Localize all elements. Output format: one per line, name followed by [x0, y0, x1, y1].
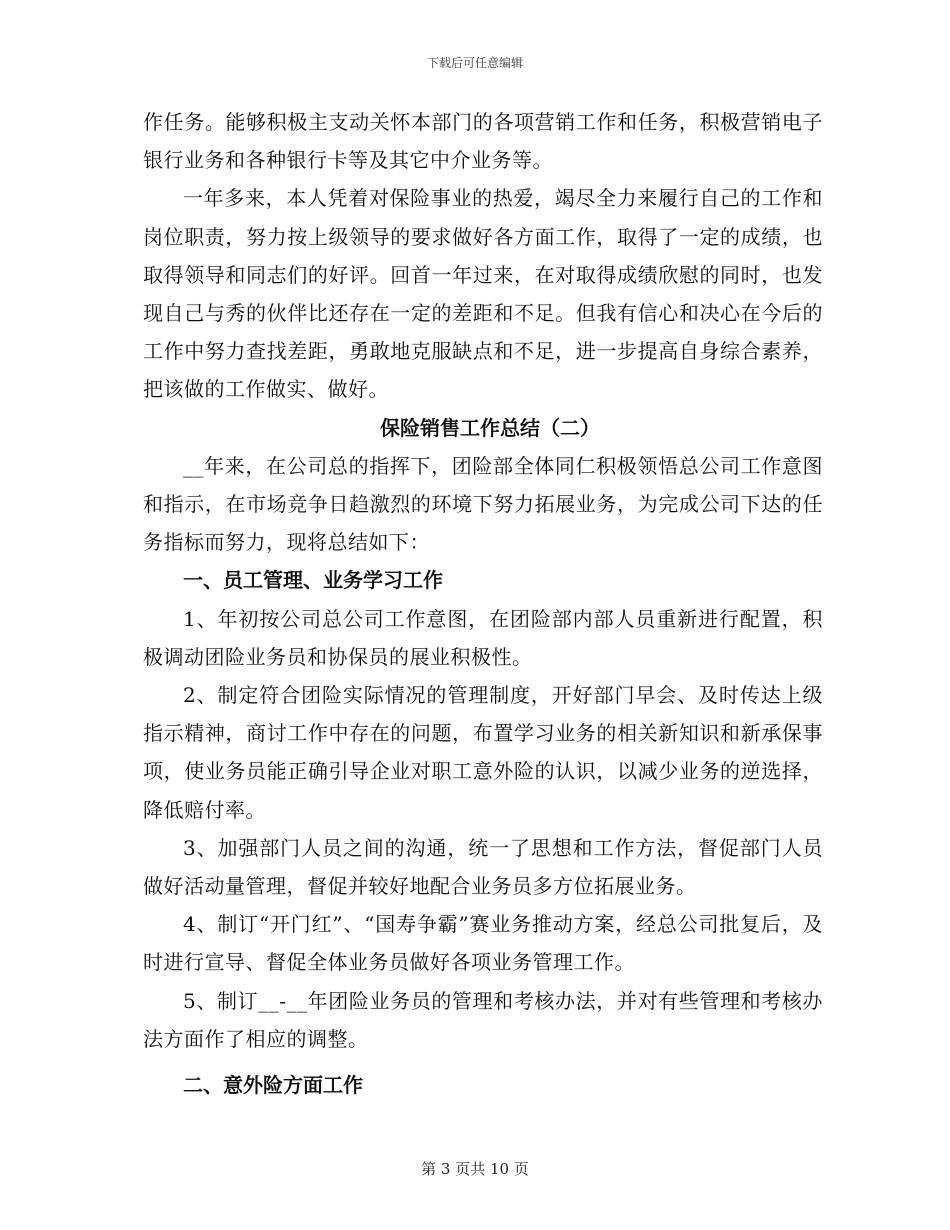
document-body: [143, 103, 823, 1104]
list-item-4: 4、制订“开门红”、“国寿争霸”赛业务推动方案，经总公司批复后，及时进行宣导、督促全体业务员做好各项业务管理工作。: [143, 912, 823, 975]
paragraph-intro: __年来，在公司总的指挥下，团险部全体同仁积极领悟总公司工作意图和指示，在市场竞争日趋激烈的环境下努力拓展业务，为完成公司下达的任务指标而努力，现将总结如下：: [143, 453, 823, 555]
paragraph-summary: 一年多来，本人凭着对保险事业的热爱，竭尽全力来履行自己的工作和岗位职责，努力按上级领导的要求做好各方面工作，取得了一定的成绩，也取得领导和同志们的好评。回首一年过来，在对取得成绩欣慰的同时，也发现自己与秀的伙伴比还存在一定的差距和不足。但我有信心和决心在今后的工作中努力查找差距，勇敢地克服缺点和不足，进一步提高自身综合素养，把该做的工作做实、做好。: [143, 186, 823, 402]
list-item-3: 3、加强部门人员之间的沟通，统一了思想和工作方法，督促部门人员做好活动量管理，督促并较好地配合业务员多方位拓展业务。: [143, 835, 823, 899]
page-number: 第 3 页共 10 页: [421, 1160, 529, 1178]
list-item-1: 1、年初按公司总公司工作意图，在团险部内部人员重新进行配置，积极调动团险业务员和协保员的展业积极性。: [143, 606, 823, 669]
heading-accident-insurance: 二、意外险方面工作: [183, 1073, 363, 1098]
page-header: 下载后可任意编辑: [426, 56, 523, 70]
heading-staff-management: 一、员工管理、业务学习工作: [183, 568, 443, 593]
section-title: 保险销售工作总结（二）: [380, 415, 600, 440]
list-item-5: 5、制订__-__年团险业务员的管理和考核办法，并对有些管理和考核办法方面作了相应的调整。: [143, 988, 823, 1051]
list-item-2: 2、制定符合团险实际情况的管理制度，开好部门早会、及时传达上级指示精神，商讨工作中存在的问题，布置学习业务的相关新知识和新承保事项，使业务员能正确引导企业对职工意外险的认识，以减少业务的逆选择，降低赔付率。: [143, 683, 823, 822]
paragraph-continuation: 作任务。能够积极主支动关怀本部门的各项营销工作和任务，积极营销电子银行业务和各种银行卡等及其它中介业务等。: [143, 110, 823, 173]
